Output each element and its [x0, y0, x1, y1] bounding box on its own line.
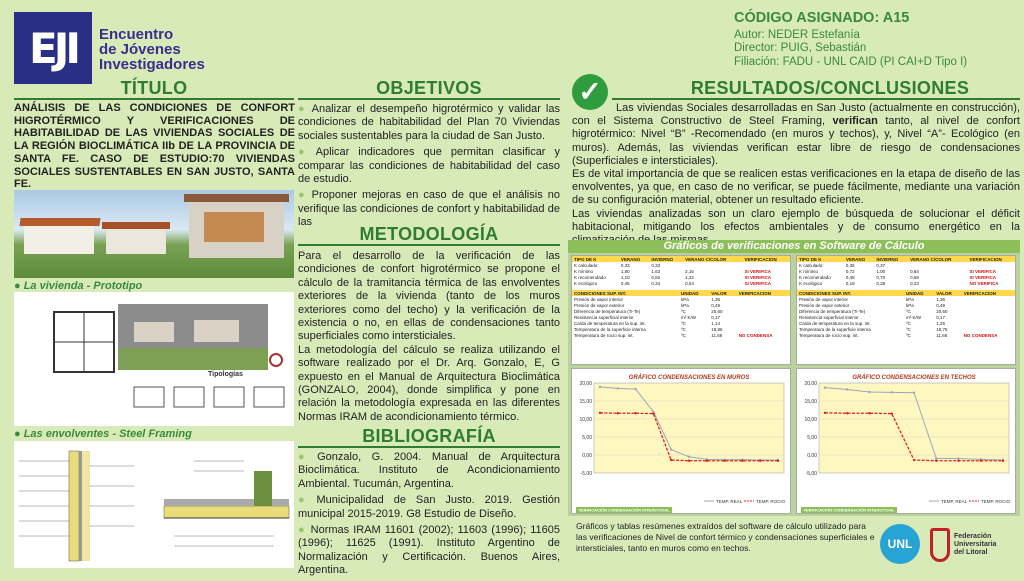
federacion-line-2: Universitaria — [954, 541, 997, 548]
table-row: Temperatura de rocío sup. int. ºC 11,66 NO CONDENSA — [799, 332, 998, 338]
resultados-paragraph-3: Las viviendas analizadas son un claro ejemplo de búsqueda de solucionar el déficit habitacional, mitigando los efectos ambientales y de consumo energético en la — [572, 207, 1020, 233]
table-row: Presión de vapor interior kPa 1,36 — [799, 296, 946, 302]
resultados-paragraph-1 — [572, 102, 1020, 168]
techos-table-panel — [796, 255, 1016, 365]
data-point — [980, 460, 982, 462]
objetivo-item: ● Proponer mejoras en caso de que el análisis no verifique las condiciones de confort y habitabilidad de las — [298, 189, 560, 229]
col-verificacion: VERIFICACION — [742, 256, 790, 262]
techos-cond-table: CONDICIONES SUP. INT. UNIDAD VALOR VERIFICACION Presión de vapor interior kPa 1,36 Presión de vapor exterior kPa 0,49 Diferencia de temperatura (Ti-Te) ºC 20,60 Resistencia superficial interior m² K/W 0,17 Caída de temperatura en la sup. int. ºC 1,25 Temperatura de la superficie interna ºC 18,75 Temperatura de rocío sup. int. ºC 11,66 NO CONDENSA — [797, 290, 1015, 338]
data-point — [846, 412, 848, 414]
y-tick-label: -5,00 — [805, 471, 817, 477]
legend-rocio: TEMP. ROCIO — [981, 499, 1011, 504]
y-tick-label: 15,00 — [579, 399, 592, 405]
data-point — [688, 460, 690, 462]
y-tick-label: 10,00 — [579, 417, 592, 423]
y-tick-label: 0,00 — [807, 453, 817, 459]
table-row: Presión de vapor exterior kPa 0,49 — [799, 302, 946, 308]
caption-envolventes-text: Las envolventes - Steel Framing — [23, 428, 192, 440]
table-row: K mínimo 0,72 1,00 0,84 SI VERIFICA — [799, 268, 996, 274]
graficos-caption: Gráficos y tablas resúmenes extraídos del software de cálculo utilizado para las verificaciones de Nivel de confort térmico y condensaciones superficiales e intersticiales, tanto en muros como en techos. — [576, 521, 875, 553]
table-row: Diferencia de temperatura (Ti-Te) ºC 20,60 — [799, 308, 948, 314]
objetivos-heading: OBJETIVOS — [376, 78, 482, 98]
muros-cond-table: CONDICIONES SUP. INT. UNIDAD VALOR VERIFICACION Presión de vapor interior kPa 1,36 Presión de vapor exterior kPa 0,49 Diferencia de temperatura (Ti-Te) ºC 20,60 Resistencia superficial interior m² K/W 0,17 Caída de temperatura en la sup. int. ºC 1,14 Temperatura de la superficie interna ºC 18,86 Temperatura de rocío sup. int. ºC 11,66 NO CONDENSA — [572, 290, 790, 338]
data-point — [868, 412, 870, 414]
data-point — [824, 412, 826, 414]
muros-condensation-chart — [572, 369, 790, 513]
data-point — [599, 386, 601, 388]
data-point — [777, 460, 779, 462]
data-point — [913, 392, 915, 394]
federacion-line-1: Federación — [954, 533, 992, 540]
table-row: Presión de vapor exterior kPa 0,49 — [574, 302, 721, 308]
logo-text — [99, 27, 205, 72]
metodologia-heading: METODOLOGÍA — [359, 224, 499, 244]
data-point — [935, 460, 937, 462]
data-point — [1002, 460, 1004, 462]
y-tick-label: 0,00 — [582, 453, 592, 459]
data-point — [759, 460, 761, 462]
legend-real: TEMP. REAL — [716, 499, 743, 504]
resultados-p1-c: tanto, al nivel de confort higrotérmico: Nivel “B” -Recomendado (en muros y techos), y, Nivel “A”- Ecológico (en muros). Además, las viviendas verifican estar libre de riesgo de condensaciones (Superficiales e intersticiales). — [572, 115, 1020, 167]
table-row: Temperatura de rocío sup. int. ºC 11,66 NO CONDENSA — [574, 332, 773, 338]
bibliografia-item: ● Municipalidad de San Justo. 2019. Gestión municipal 2015-2019. G8 Estudio de Diseño. — [298, 494, 560, 521]
y-tick-label: 5,00 — [582, 435, 592, 441]
data-point — [634, 412, 636, 414]
table-row: K mínimo 1,80 1,63 2,16 SI VERIFICA — [574, 268, 771, 274]
table-row: Resistencia superficial interior m² K/W 0,17 — [799, 314, 946, 320]
techos-condensation-chart — [797, 369, 1015, 513]
director: Director: PUIG, Sebastián — [734, 42, 867, 54]
chart-title: GRÁFICO CONDENSACIONES EN TECHOS — [852, 375, 976, 381]
metodologia-text — [298, 250, 560, 424]
table-row: Caída de temperatura en la sup. int. ºC 1,25 — [799, 320, 946, 326]
data-point — [723, 460, 725, 462]
data-point — [868, 391, 870, 393]
titulo-heading: TÍTULO — [120, 78, 188, 98]
steel-framing-detail — [14, 441, 294, 568]
table-row: Caída de temperatura en la sup. int. ºC 1,14 — [574, 320, 721, 326]
table-row: K ecológico 0,45 0,34 0,54 SI VERIFICA — [574, 280, 771, 286]
eji-logo — [14, 12, 92, 84]
table-row: Diferencia de temperatura (Ti-Te) ºC 20,60 — [574, 308, 723, 314]
col-tipo: TIPO DE K — [572, 256, 619, 262]
caption-vivienda: ● La vivienda - Prototipo — [14, 280, 143, 292]
logo-line-1: Encuentro — [99, 26, 174, 43]
graficos-panel — [568, 240, 1020, 516]
objetivo-item: ● Aplicar indicadores que permitan clasificar y comparar las condiciones de habitabilidad del caso de estudio. — [298, 146, 560, 186]
table-row: Temperatura de la superficie interna ºC 18,75 — [799, 326, 948, 332]
logo-line-3: Investigadores — [99, 56, 205, 73]
data-point — [846, 388, 848, 390]
intersticial-label: VERIFICACIÓN CONDENSACIÓN INTERSTICIAL — [803, 507, 895, 513]
k-calc-i: 0,33 — [651, 262, 661, 268]
data-point — [913, 459, 915, 461]
legend-real: TEMP. REAL — [941, 499, 968, 504]
table-row: Temperatura de la superficie interna ºC 18,86 — [574, 326, 723, 332]
federacion-icon — [930, 528, 950, 562]
y-tick-label: 10,00 — [804, 417, 817, 423]
data-point — [957, 460, 959, 462]
federacion-logo — [930, 523, 1020, 567]
graficos-heading: Gráficos de verificaciones en Software de Cálculo — [568, 240, 1020, 253]
legend-rocio: TEMP. ROCIO — [756, 499, 786, 504]
k-calc-v: 0,33 — [620, 262, 630, 268]
data-point — [634, 388, 636, 390]
muros-k-table — [572, 256, 790, 286]
data-point — [824, 386, 826, 388]
caption-tipologias: Tipologías — [208, 371, 243, 378]
data-point — [670, 448, 672, 450]
steel-framing-drawing — [14, 441, 294, 568]
metodologia-paragraph-2: La metodología del cálculo se realiza utilizando el software realizado por el Dr. Arq. Gonzalo, E, G expuesto en el Manual de Arquitectura Bioclimática (GONZALO, 2004), donde simplifica y pone en relación la metodología expresada en las diferentes Normas IRAM de acondicionamiento térmico. — [298, 343, 560, 423]
unl-logo — [880, 524, 920, 564]
objetivos-list — [298, 103, 560, 229]
muros-chart-panel — [571, 368, 791, 514]
col-invierno: INVIERNO — [649, 256, 683, 262]
resultados-heading: RESULTADOS/CONCLUSIONES — [690, 78, 970, 98]
data-point — [957, 457, 959, 459]
chart-title: GRÁFICO CONDENSACIONES EN MUROS — [628, 375, 750, 381]
table-row: K recomendado 1,10 0,82 1,32 SI VERIFICA — [574, 274, 771, 280]
resultados-paragraph-2: Es de vital importancia de que se realicen estas verificaciones en la etapa de diseño de las envolventes, ya que, en caso de no verificar, se puede fácilmente, mediante una variación de su configuración material, obtener un resultado eficiente. — [572, 168, 1020, 207]
y-tick-label: 15,00 — [804, 399, 817, 405]
k-calc-label: K calculado: — [574, 262, 599, 268]
data-point — [599, 412, 601, 414]
header-info — [734, 12, 1019, 69]
check-glyph: ✓ — [578, 76, 602, 107]
logo-line-2: de Jóvenes — [99, 41, 181, 58]
data-point — [617, 387, 619, 389]
y-tick-label: 20,00 — [579, 381, 592, 387]
logo-mark: EJI — [29, 23, 77, 73]
resultados-p1-b: verifican — [832, 115, 878, 128]
y-tick-label: -5,00 — [580, 471, 592, 477]
data-point — [891, 412, 893, 414]
floor-plan-image — [14, 292, 294, 426]
table-row: K recomendado 0,48 0,70 0,58 SI VERIFICA — [799, 274, 996, 280]
objetivos-divider — [298, 98, 560, 100]
intersticial-label: VERIFICACIÓN CONDENSACIÓN INTERSTICIAL — [578, 507, 670, 513]
resultados-divider — [612, 98, 1020, 100]
titulo-text: ANÁLISIS DE LAS CONDICIONES DE CONFORT HIGROTÉRMICO Y VERIFICACIONES DE HABITABILIDAD DE LAS VIVIENDAS SOCIALES DE LA REGIÓN BIOCLIMÁTICA IIb DE LA PROVINCIA DE SANTA FE. CASO DE ESTUDIO:70 VIVIENDAS SOCIALES SUSTENTABLES EN SAN JUSTO, SANTA FE. — [14, 102, 295, 191]
bibliografia-item: ● Gonzalo, G. 2004. Manual de Arquitectura Bioclimática. Instituto de Acondicionamiento Ambiental. Tucumán, Argentina. — [298, 451, 560, 491]
bibliografia-heading: BIBLIOGRAFÍA — [362, 426, 496, 446]
techos-chart-panel — [796, 368, 1016, 514]
metodologia-paragraph-1: Para el desarrollo de la verificación de las condiciones de confort higrotérmico se propone el cálculo de la tramitancia térmica de las envolventes exteriores de la vivienda (tanto de los muros exteriores como del techo) y la verificación de la existencia o no, en ellas de condensaciones tanto superficiales como intersticiales. — [298, 250, 560, 343]
titulo-divider — [14, 98, 294, 100]
floor-plan-drawing — [14, 292, 294, 426]
data-point — [652, 412, 654, 414]
author: Autor: NEDER Estefanía — [734, 28, 860, 41]
bibliografia-list — [298, 451, 560, 581]
bibliografia-item: ● Normas IRAM 11601 (2002); 11603 (1996); 11605 (1996); 11625 (1991). Instituto Argentino de Normalización y Certificación. Buenos Aires, Argentina. — [298, 524, 560, 578]
bibliografia-divider — [298, 446, 560, 448]
resultados-text — [572, 102, 1020, 247]
data-point — [670, 459, 672, 461]
data-point — [935, 457, 937, 459]
data-point — [688, 456, 690, 458]
caption-envolventes: ● Las envolventes - Steel Framing — [14, 428, 192, 440]
house-render-image — [14, 190, 294, 278]
table-row: K ecológico 0,18 0,28 0,23 NO VERIFICA — [799, 280, 999, 286]
assigned-code: CÓDIGO ASIGNADO: A15 — [734, 10, 910, 26]
federacion-line-3: del Litoral — [954, 549, 988, 556]
metodologia-divider — [298, 244, 560, 246]
y-tick-label: 5,00 — [807, 435, 817, 441]
col-verano-color: VERANO C/COLOR — [683, 256, 742, 262]
techos-k-table: TIPO DE K VERANO INVIERNO VERANO C/COLOR VERIFICACION K calculado: 0,36 0,37 K mínimo 0,72 1,00 0,84 SI VERIFICA K recomendado 0,48 0,70 0,58 SI VERIFICA K ecológico 0,18 0,28 0,23 NO VERIFICA — [797, 256, 1015, 286]
data-point — [741, 460, 743, 462]
resultados-p1-a: Las viviendas Sociales desarrolladas en San Justo (actualmente en construcción), con el Sistema Constructivo de Steel Framing, — [572, 102, 1020, 128]
affiliation: Filiación: FADU - UNL CAID (PI CAI+D Tipo I) — [734, 55, 968, 68]
unl-logo-text: UNL — [887, 537, 913, 551]
caption-vivienda-text: La vivienda - Prototipo — [23, 280, 143, 292]
y-tick-label: 20,00 — [804, 381, 817, 387]
objetivo-item: ● Analizar el desempeño higrotérmico y validar las condiciones de habitabilidad del Plan 70 Viviendas sociales sustentables para la ciudad de San Justo. — [298, 103, 560, 143]
muros-table-panel — [571, 255, 791, 365]
data-point — [617, 412, 619, 414]
data-point — [891, 391, 893, 393]
table-row: Presión de vapor interior kPa 1,36 — [574, 296, 721, 302]
table-row: Resistencia superficial interior m² K/W 0,17 — [574, 314, 721, 320]
col-verano: VERANO — [619, 256, 649, 262]
data-point — [706, 460, 708, 462]
